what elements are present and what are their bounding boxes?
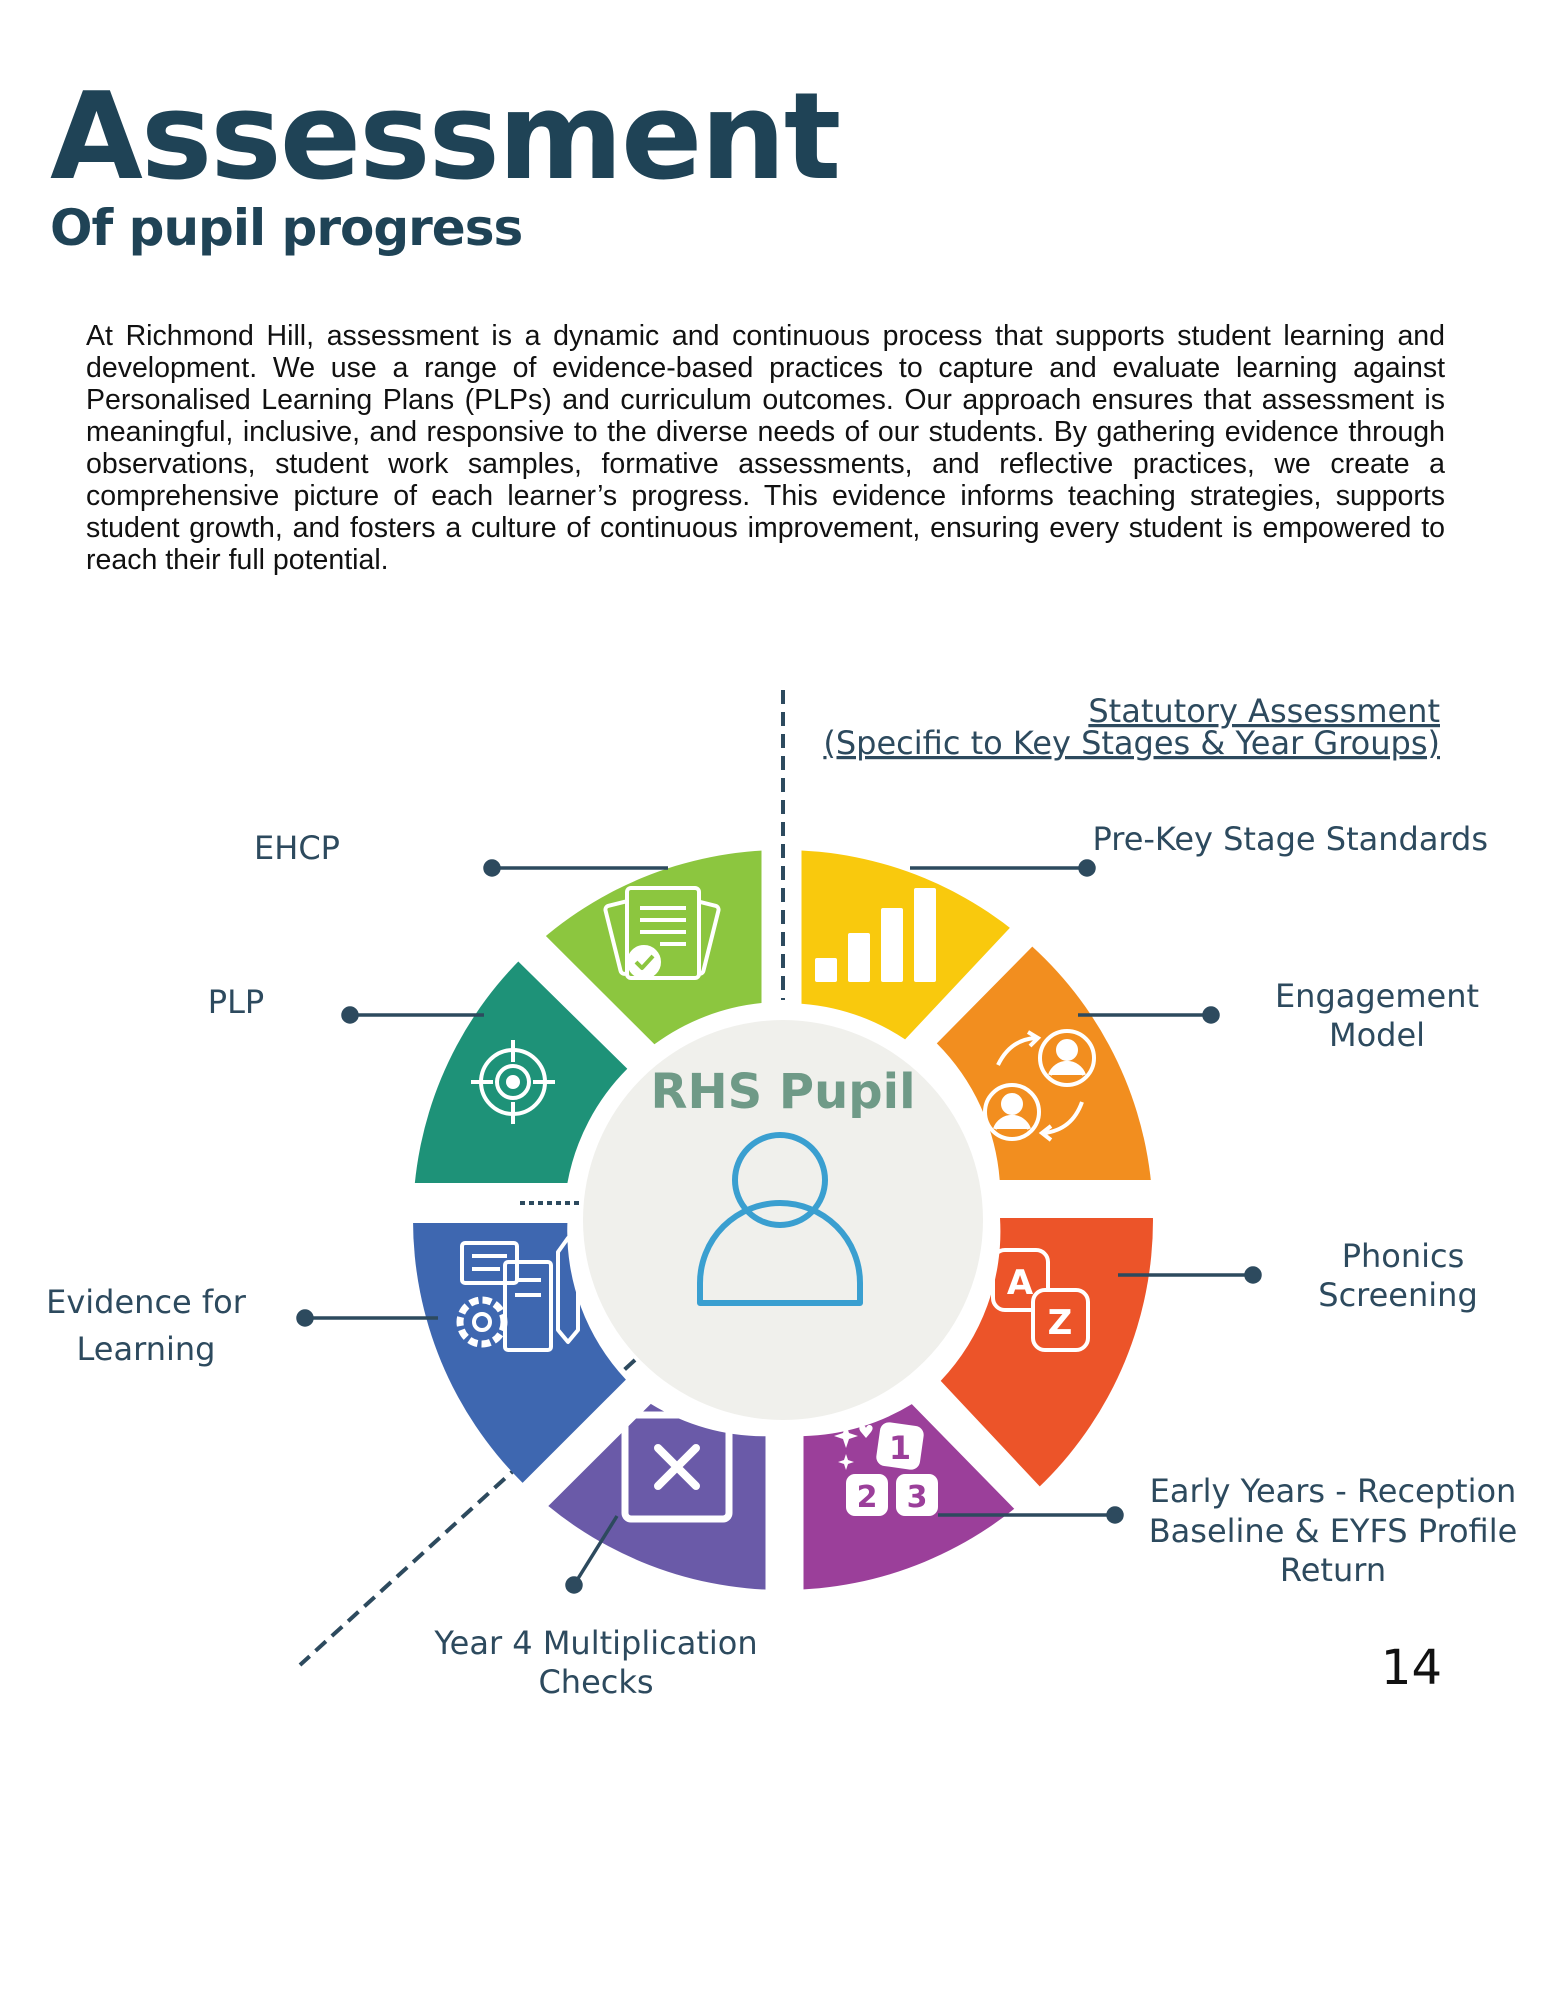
- page-subtitle: Of pupil progress: [50, 199, 523, 257]
- intro-paragraph: At Richmond Hill, assessment is a dynamic and continuous process that supports student learning and development. We use a range of evidence-based practices to capture and evaluate learning against Personalised Learning Plans (PLPs) and curriculum outcomes. Our approach ensures that assessment is meaningful, inclusive, and responsive to the diverse needs of our students. By gathering evidence through observations, student work samples, formative assessments, and reflective practices, we create a comprehensive picture of each learner’s progress. This evidence informs teaching strategies, supports student growth, and fosters a culture of continuous improvement, ensuring every student is empowered to reach their full potential.: [86, 320, 1445, 576]
- label-early-years-line3: Return: [1279, 1551, 1387, 1589]
- label-engagement-line2: Model: [1328, 1016, 1426, 1054]
- svg-text:1: 1: [888, 1429, 912, 1467]
- center-label: RHS Pupil: [650, 1064, 916, 1120]
- svg-text:Z: Z: [1047, 1303, 1073, 1343]
- statutory-subheading: (Specific to Key Stages & Year Groups): [823, 724, 1440, 762]
- label-prekey: Pre-Key Stage Standards: [1092, 820, 1488, 858]
- label-evidence-line1: Evidence for: [46, 1283, 246, 1321]
- label-plp: PLP: [207, 983, 265, 1021]
- label-early-years-line1: Early Years - Reception: [1149, 1472, 1517, 1510]
- statutory-heading: Statutory Assessment: [1088, 692, 1440, 730]
- label-early-years-line2: Baseline & EYFS Profile: [1148, 1512, 1518, 1550]
- page-title: Assessment: [50, 68, 840, 207]
- label-multiplication-line1: Year 4 Multiplication: [434, 1624, 758, 1662]
- label-evidence-line2: Learning: [76, 1330, 216, 1368]
- label-phonics-line1: Phonics: [1341, 1237, 1465, 1275]
- label-ehcp: EHCP: [254, 829, 340, 867]
- label-engagement-line1: Engagement: [1274, 977, 1480, 1015]
- label-phonics-line2: Screening: [1318, 1276, 1478, 1314]
- svg-text:3: 3: [906, 1480, 928, 1515]
- svg-text:2: 2: [856, 1480, 878, 1515]
- page-number: 14: [1380, 1640, 1442, 1696]
- label-multiplication-line2: Checks: [538, 1663, 654, 1701]
- svg-text:A: A: [1006, 1263, 1034, 1303]
